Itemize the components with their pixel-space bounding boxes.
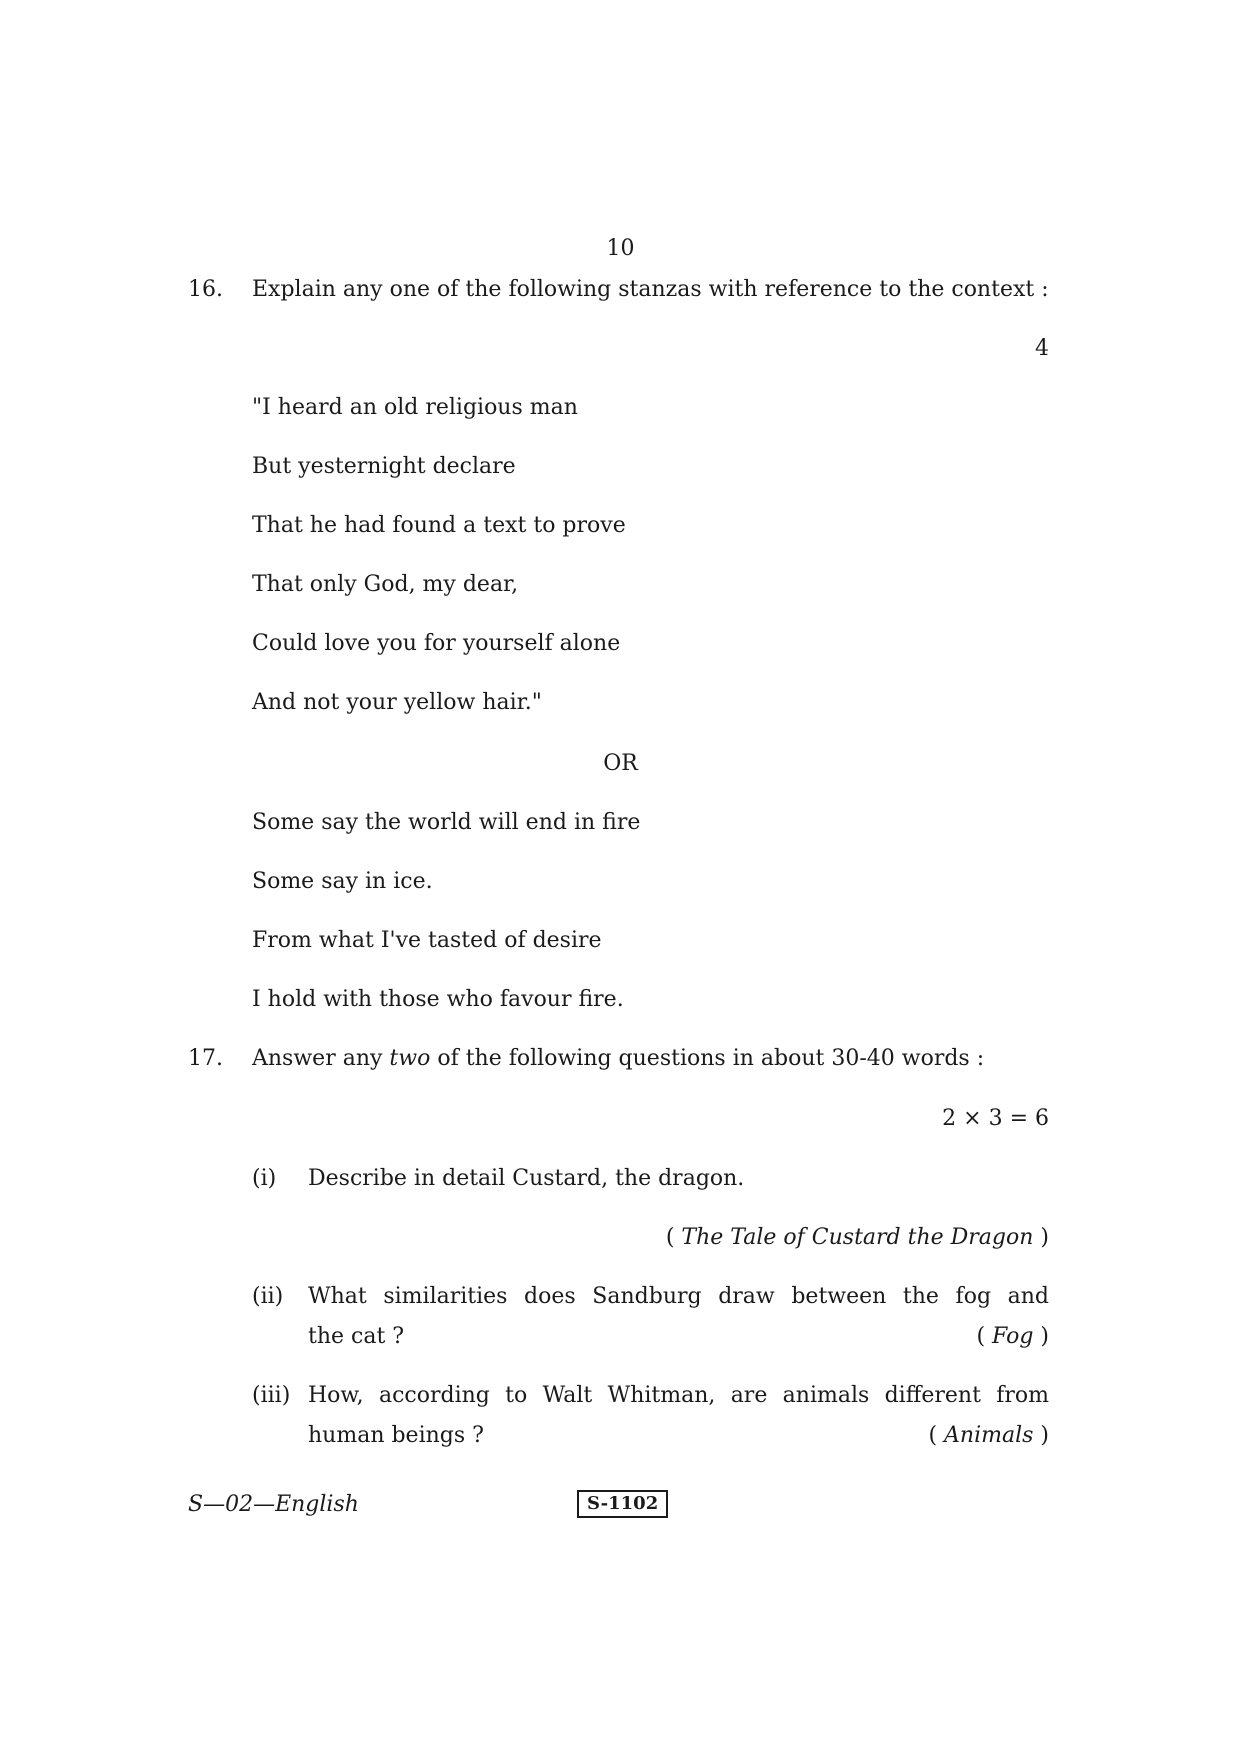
sub-question-number: (iii) (252, 1383, 291, 1408)
stanza-2-line: From what I've tasted of desire (252, 928, 602, 953)
sub-question-number: (i) (252, 1166, 277, 1191)
source-title: Animals (944, 1423, 1034, 1448)
question-17-emphasis: two (389, 1046, 431, 1071)
paper-code-box: S-1102 (577, 1490, 668, 1518)
stanza-1-line: That only God, my dear, (252, 572, 519, 597)
question-16-marks: 4 (1035, 336, 1049, 361)
question-16-number: 16. (188, 277, 223, 302)
stanza-1-line: And not your yellow hair." (252, 690, 542, 715)
stanza-1-line: But yesternight declare (252, 454, 516, 479)
question-16-text: Explain any one of the following stanzas with reference to the context : (252, 277, 1049, 302)
sub-question-source: ( The Tale of Custard the Dragon ) (665, 1225, 1049, 1250)
or-separator: OR (603, 751, 638, 776)
question-17-number: 17. (188, 1046, 223, 1071)
sub-question-source: ( Fog ) (976, 1324, 1049, 1349)
footer-subject: S—02—English (188, 1492, 359, 1517)
stanza-2-line: I hold with those who favour fire. (252, 987, 624, 1012)
page-number: 10 (606, 236, 635, 261)
sub-question-source: ( Animals ) (928, 1423, 1049, 1448)
sub-question-text: How, according to Walt Whitman, are animals different from (308, 1383, 1049, 1408)
stanza-1-line: Could love you for yourself alone (252, 631, 621, 656)
question-17-marks: 2 × 3 = 6 (942, 1106, 1049, 1131)
question-17-text (252, 1046, 984, 1071)
stanza-2-line: Some say in ice. (252, 869, 433, 894)
sub-question-text: What similarities does Sandburg draw between the fog and (308, 1284, 1049, 1309)
source-title: The Tale of Custard the Dragon (681, 1225, 1034, 1250)
sub-question-text-continued: the cat ? (308, 1324, 405, 1349)
stanza-1-line: "I heard an old religious man (252, 395, 578, 420)
stanza-1-line: That he had found a text to prove (252, 513, 626, 538)
sub-question-text-continued: human beings ? (308, 1423, 484, 1448)
stanza-2-line: Some say the world will end in fire (252, 810, 641, 835)
sub-question-number: (ii) (252, 1284, 284, 1309)
sub-question-text: Describe in detail Custard, the dragon. (308, 1166, 745, 1191)
source-title: Fog (992, 1324, 1034, 1349)
question-17-text-end: of the following questions in about 30-40 words : (430, 1046, 985, 1071)
question-17-text-start: Answer any (252, 1046, 390, 1071)
